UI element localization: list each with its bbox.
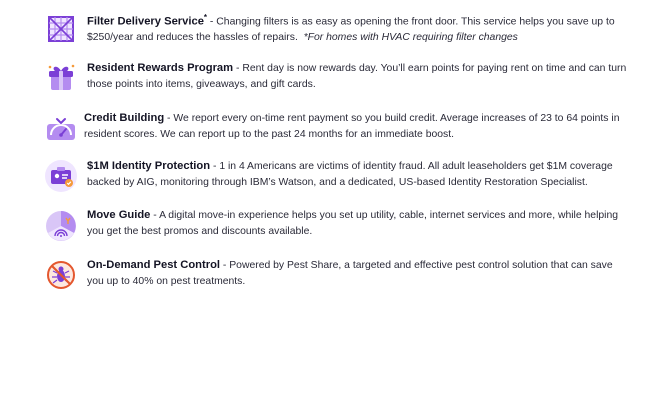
service-title: Move Guide — [87, 209, 151, 221]
move-guide-icon — [44, 209, 78, 243]
filter-grid-icon — [44, 12, 78, 46]
service-description: - Powered by Pest Share, a targeted and effective pest control solution that can save you up to 40% on pest treatments. — [87, 260, 613, 287]
service-title: $1M Identity Protection — [87, 160, 211, 172]
credit-meter-icon — [44, 113, 78, 147]
service-title: Resident Rewards Program — [87, 62, 234, 74]
service-title: Filter Delivery Service — [87, 15, 204, 28]
service-title: On-Demand Pest Control — [87, 259, 221, 271]
service-description: - Rent day is now rewards day. You’ll earn points for paying rent on time and can turn those points into items, giveaways, and gift cards. — [87, 63, 627, 90]
service-description: - A digital move-in experience helps you set up utility, cable, internet services and more, while helping you get the best promos and discounts available. — [87, 210, 619, 237]
service-footnote: *For homes with HVAC requiring filter changes — [303, 32, 518, 44]
service-description: - Changing filters is as easy as opening the front door. This service helps you save up to $250/year and reduces the hassles of repairs. — [87, 16, 615, 44]
id-badge-icon — [44, 159, 78, 193]
service-description: - We report every on-time rent payment so you build credit. Average increases of 23 to 64 points in resident scores. We can report up to the past 24 months for an immediate boost. — [84, 113, 620, 140]
service-title: Credit Building — [84, 112, 165, 124]
service-title-mark: * — [203, 13, 208, 22]
service-description: - 1 in 4 Americans are victims of identity fraud. All adult leaseholders get $1M coverage backed by AIG, monitoring through IBM’s Watson, and a dedicated, US-based Identity Restoration Specialist. — [87, 161, 613, 188]
no-pest-icon — [44, 258, 78, 292]
gift-icon — [44, 61, 78, 95]
